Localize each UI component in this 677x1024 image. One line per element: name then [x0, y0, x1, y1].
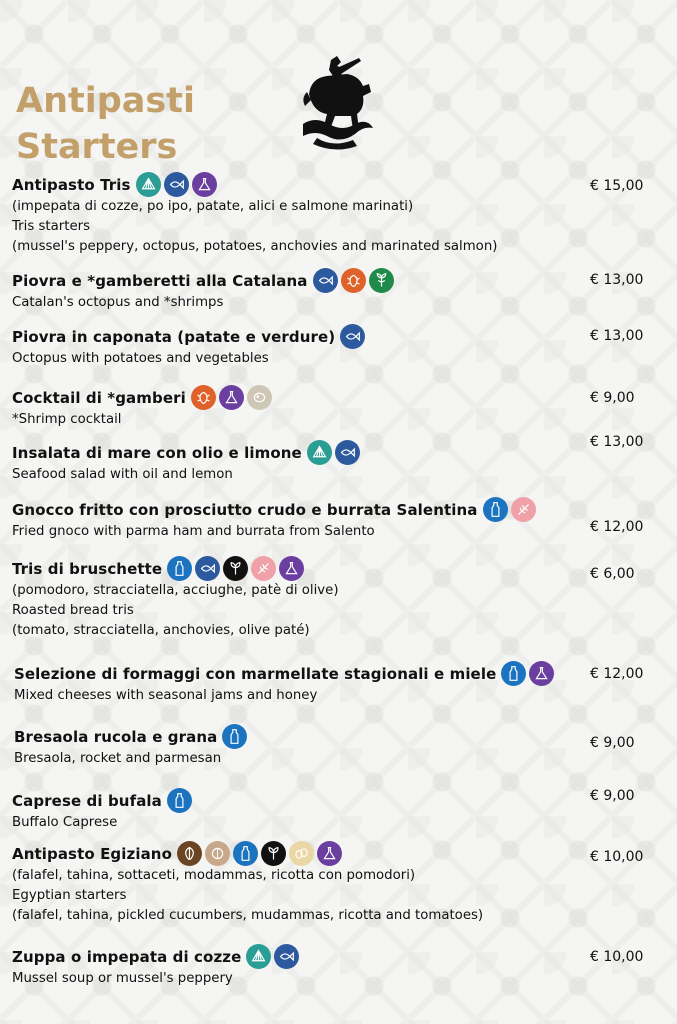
mustard-icon [261, 841, 286, 866]
sulphites-icon [279, 556, 304, 581]
dish-name-row [12, 440, 572, 465]
dish-price: € 10,00 [590, 949, 644, 965]
dish-name: Zuppa o impepata di cozze [12, 947, 242, 966]
shellfish-icon [246, 944, 271, 969]
dish-name: Bresaola rucola e grana [14, 727, 218, 746]
dish-price: € 13,00 [590, 434, 644, 450]
menu-item-antipasto-egiziano [12, 841, 572, 926]
menu-item-gnocco-fritto [12, 497, 572, 542]
dish-price: € 12,00 [590, 519, 644, 535]
menu-title [16, 78, 195, 170]
dish-price: € 9,00 [590, 788, 635, 804]
dish-price: € 6,00 [590, 566, 635, 582]
dish-name-row [12, 497, 572, 522]
shellfish-icon [307, 440, 332, 465]
dish-description: Octopus with potatoes and vegetables [12, 351, 269, 366]
fish-icon [274, 944, 299, 969]
menu-title-italian: Antipasti [16, 81, 195, 121]
dish-name-row [14, 661, 574, 686]
dish-description: (falafel, tahina, sottaceti, modammas, ricotta con pomodori) [12, 868, 416, 883]
sulphites-icon [219, 385, 244, 410]
milk-icon [233, 841, 258, 866]
dish-name: Piovra in caponata (patate e verdure) [12, 327, 336, 346]
dish-price: € 13,00 [590, 328, 644, 344]
dish-description: (falafel, tahina, pickled cucumbers, mudammas, ricotta and tomatoes) [12, 908, 484, 923]
dish-price: € 12,00 [590, 666, 644, 682]
dish-description: Tris starters [12, 219, 91, 234]
dish-name-row [12, 268, 572, 293]
dish-description: (tomato, stracciatella, anchovies, olive paté) [12, 623, 310, 638]
fish-icon [313, 268, 338, 293]
menu-title-english: Starters [16, 127, 178, 167]
dish-description: (impepata di cozze, po ipo, patate, alici e salmone marinati) [12, 199, 414, 214]
dish-name: Insalata di mare con olio e limone [12, 443, 302, 462]
dish-name-row [12, 172, 572, 197]
shellfish-icon [136, 172, 161, 197]
gluten-icon [511, 497, 536, 522]
sesame-icon [205, 841, 230, 866]
dish-price: € 15,00 [590, 178, 644, 194]
menu-item-antipasto-tris [12, 172, 572, 257]
milk-icon [167, 788, 192, 813]
dish-name-row [12, 385, 572, 410]
dish-description: Roasted bread tris [12, 603, 134, 618]
eggs-icon [289, 841, 314, 866]
dish-price: € 13,00 [590, 272, 644, 288]
sulphites-icon [317, 841, 342, 866]
dish-description: Seafood salad with oil and lemon [12, 467, 233, 482]
dish-name: Cocktail di *gamberi [12, 388, 186, 407]
dish-description: Egyptian starters [12, 888, 127, 903]
nuts-icon [177, 841, 202, 866]
dish-price: € 10,00 [590, 849, 644, 865]
dish-description: (pomodoro, stracciatella, acciughe, patè di olive) [12, 583, 339, 598]
dish-name: Tris di bruschette [12, 559, 163, 578]
milk-icon [483, 497, 508, 522]
dish-name-row [12, 944, 572, 969]
dish-description: *Shrimp cocktail [12, 412, 122, 427]
dish-description: Fried gnoco with parma ham and burrata from Salento [12, 524, 375, 539]
milk-icon [167, 556, 192, 581]
crustaceans-icon [341, 268, 366, 293]
menu-item-tris-bruschette [12, 556, 572, 641]
menu-item-bresaola [14, 724, 574, 769]
sulphites-icon [192, 172, 217, 197]
menu-item-insalata-di-mare [12, 440, 572, 485]
menu-item-caprese [12, 788, 572, 833]
fish-icon [164, 172, 189, 197]
dish-name: Gnocco fritto con prosciutto crudo e burrata Salentina [12, 500, 478, 519]
dish-description: Bresaola, rocket and parmesan [14, 751, 222, 766]
gluten-icon [251, 556, 276, 581]
menu-item-piovra-caponata [12, 324, 572, 369]
dish-name-row [12, 841, 572, 866]
soy-icon [247, 385, 272, 410]
dish-description: Mussel soup or mussel's peppery [12, 971, 233, 986]
fish-icon [335, 440, 360, 465]
menu-item-zuppa-cozze [12, 944, 572, 989]
dish-name-row [14, 724, 574, 749]
menu-item-piovra-gamberetti [12, 268, 572, 313]
dish-price: € 9,00 [590, 390, 635, 406]
mustard-icon [223, 556, 248, 581]
dish-name: Caprese di bufala [12, 791, 162, 810]
dish-name: Antipasto Egiziano [12, 844, 172, 863]
crustaceans-icon [191, 385, 216, 410]
menu-item-selezione-formaggi [14, 661, 574, 706]
dish-price: € 9,00 [590, 735, 635, 751]
menu-item-cocktail-gamberi [12, 385, 572, 430]
dish-description: Catalan's octopus and *shrimps [12, 295, 224, 310]
fish-icon [195, 556, 220, 581]
celery-icon [369, 268, 394, 293]
dish-name: Selezione di formaggi con marmellate stagionali e miele [14, 664, 497, 683]
knight-on-horse-logo [297, 54, 377, 150]
dish-name: Piovra e *gamberetti alla Catalana [12, 271, 308, 290]
sulphites-icon [529, 661, 554, 686]
dish-description: Buffalo Caprese [12, 815, 118, 830]
dish-name-row [12, 556, 572, 581]
milk-icon [222, 724, 247, 749]
milk-icon [501, 661, 526, 686]
fish-icon [340, 324, 365, 349]
dish-name-row [12, 324, 572, 349]
dish-name: Antipasto Tris [12, 175, 131, 194]
dish-name-row [12, 788, 572, 813]
dish-description: Mixed cheeses with seasonal jams and honey [14, 688, 318, 703]
dish-description: (mussel's peppery, octopus, potatoes, anchovies and marinated salmon) [12, 239, 498, 254]
